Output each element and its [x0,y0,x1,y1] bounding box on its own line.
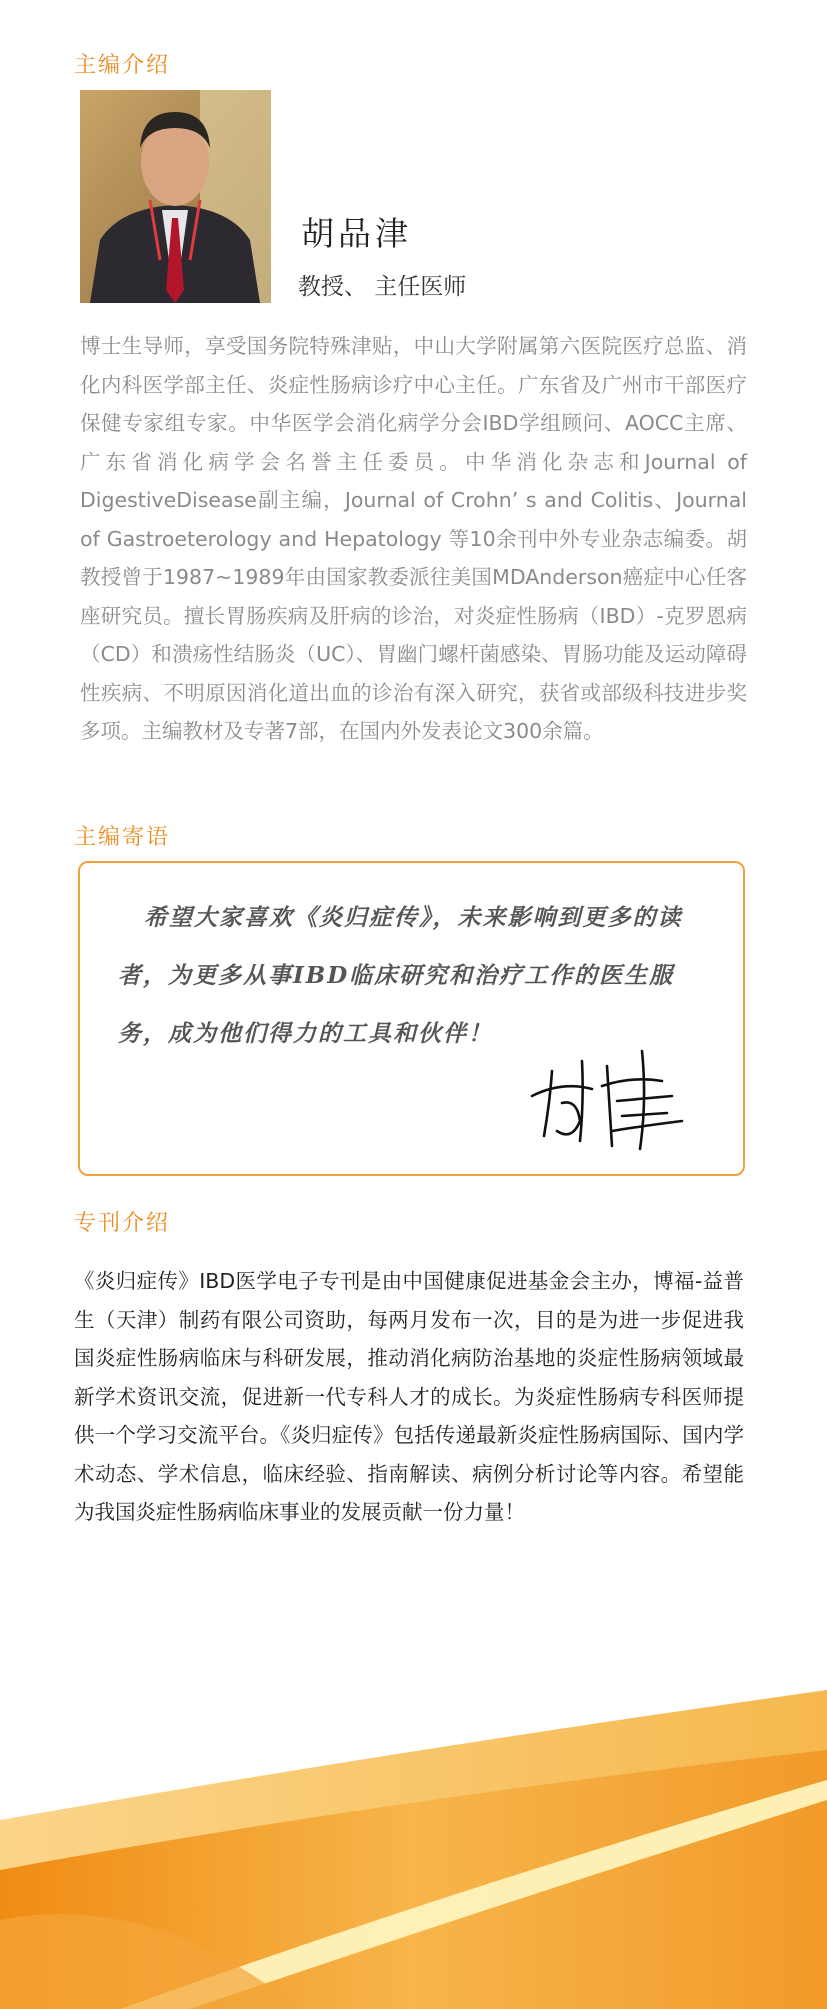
message-heading: 主编寄语 [74,825,171,850]
message-text: 希望大家喜欢《炎归症传》，未来影响到更多的读者，为更多从事IBD临床研究和治疗工作的医生服务，成为他们得力的工具和伙伴！ [118,904,683,1047]
journal-intro-heading: 专刊介绍 [74,1211,171,1236]
editor-intro-heading: 主编介绍 [74,53,171,78]
signature-image [522,1041,692,1151]
journal-intro-text: 《炎归症传》IBD医学电子专刊是由中国健康促进基金会主办，博福-益普生（天津）制药有限公司资助，每两月发布一次，目的是为进一步促进我国炎症性肠病临床与科研发展，推动消化病防治基地的炎症性肠病领域最新学术资讯交流，促进新一代专科人才的成长。为炎症性肠病专科医师提供一个学习交流平台。《炎归症传》包括传递最新炎症性肠病国际、国内学术动态、学术信息，临床经验、指南解读、病例分析讨论等内容。希望能为我国炎症性肠病临床事业的发展贡献一份力量！ [74,1269,744,1524]
editor-title: 教授、 主任医师 [298,274,467,300]
footer-decoration [0,1690,827,2009]
editor-bio: 博士生导师，享受国务院特殊津贴，中山大学附属第六医院医疗总监、消化内科医学部主任、炎症性肠病诊疗中心主任。广东省及广州市干部医疗保健专家组专家。中华医学会消化病学分会IBD学组顾问、AOCC主席、广东省消化病学会名誉主任委员。中华消化杂志和Journal of DigestiveDisease副主编，Journal of Crohn’ s and Colitis、Journal of Gastroeterology and Hepatology 等10余刊中外专业杂志编委。胡教授曾于1987~1989年由国家教委派往美国MDAnderson癌症中心任客座研究员。擅长胃肠疾病及肝病的诊治，对炎症性肠病（IBD）-克罗恩病（CD）和溃疡性结肠炎（UC）、胃幽门螺杆菌感染、胃肠功能及运动障碍性疾病、不明原因消化道出血的诊治有深入研究，获省或部级科技进步奖多项。主编教材及专著7部，在国内外发表论文300余篇。 [80,334,747,743]
editor-name: 胡品津 [301,214,412,253]
editor-portrait [80,90,271,303]
message-box [78,861,745,1176]
